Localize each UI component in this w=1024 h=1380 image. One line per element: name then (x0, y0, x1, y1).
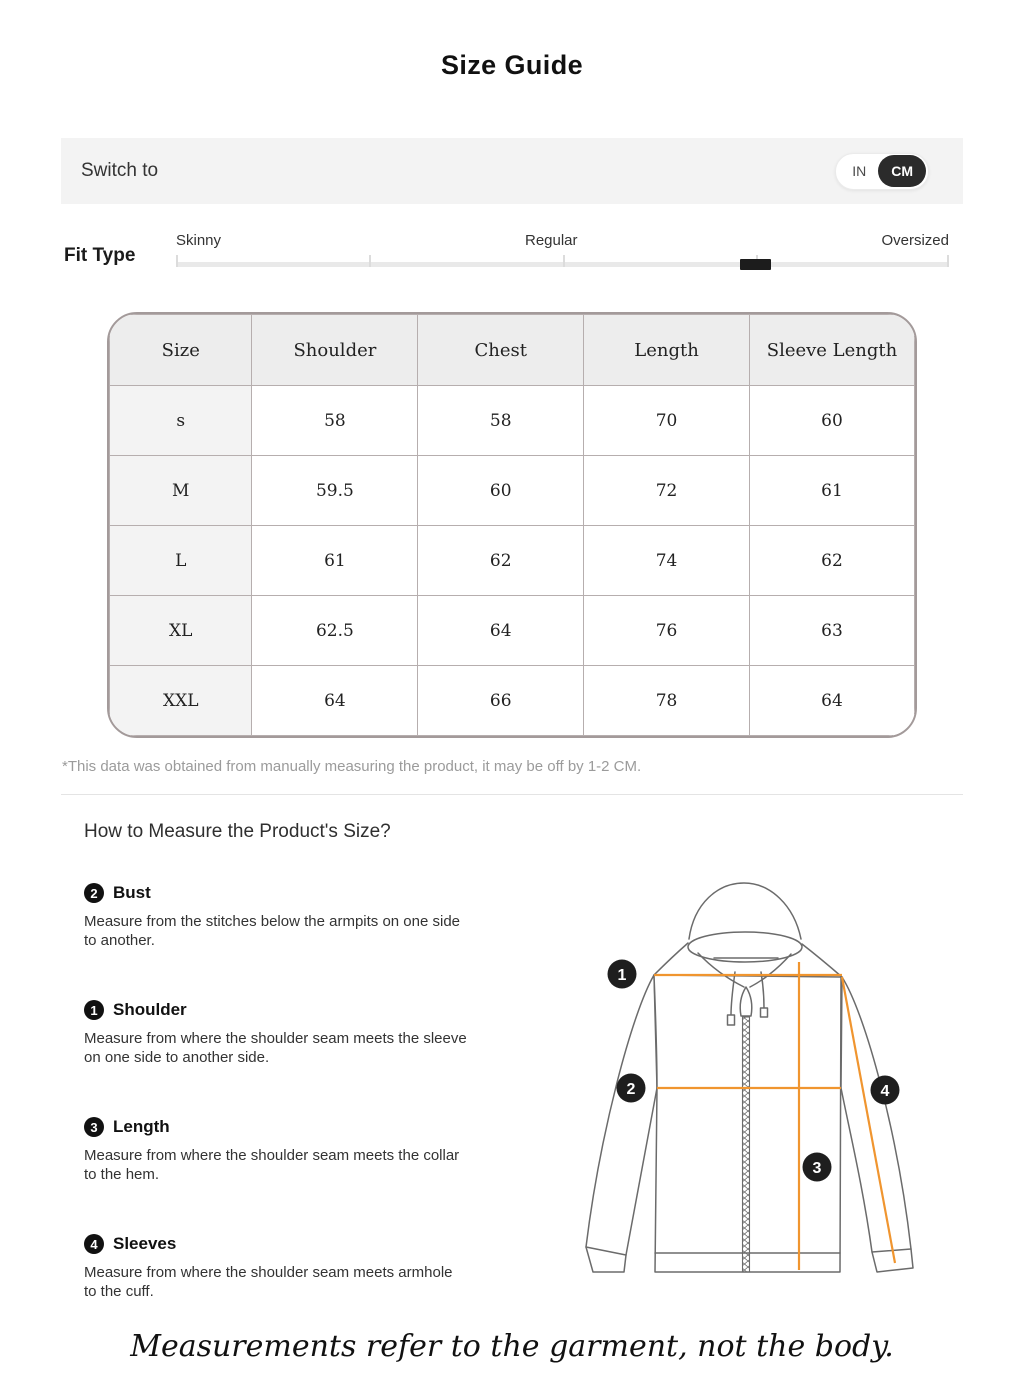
size-table-header-row (110, 315, 915, 386)
unit-switch-bar (61, 138, 963, 204)
measure-item-bust (84, 883, 484, 950)
measure-item-sleeves (84, 1234, 484, 1301)
badge-4: 4 (880, 1083, 890, 1100)
fit-type-slider (176, 232, 949, 268)
measure-item-shoulder (84, 1000, 484, 1067)
size-table (109, 314, 915, 736)
measure-item-description: Measure from where the shoulder seam meets armhole to the cuff. (84, 1264, 453, 1300)
value-cell: 64 (418, 596, 584, 666)
value-cell: 60 (749, 386, 914, 456)
number-badge: 2 (84, 883, 104, 903)
hood-dome (689, 883, 801, 939)
fit-type-row (64, 232, 949, 268)
fit-tick (176, 255, 178, 267)
fit-option-oversized: Oversized (881, 232, 949, 249)
measure-item-description: Measure from the stitches below the armpits on one side to another. (84, 913, 461, 949)
unit-option-in[interactable]: IN (852, 163, 867, 179)
value-cell: 72 (584, 456, 750, 526)
value-cell: 76 (584, 596, 750, 666)
measure-item-title: Sleeves (113, 1234, 177, 1253)
table-row (110, 526, 915, 596)
aglet-left (728, 1015, 735, 1025)
fit-type-track[interactable] (176, 256, 949, 268)
column-header: Length (584, 315, 750, 386)
table-row (110, 456, 915, 526)
fit-type-handle[interactable] (740, 259, 771, 270)
size-cell: s (110, 386, 252, 456)
value-cell: 62 (749, 526, 914, 596)
column-header: Chest (418, 315, 584, 386)
value-cell: 61 (749, 456, 914, 526)
value-cell: 78 (584, 666, 750, 736)
value-cell: 66 (418, 666, 584, 736)
column-header: Size (110, 315, 252, 386)
measure-item-title: Shoulder (113, 1000, 187, 1019)
right-shoulder-seam (802, 944, 842, 977)
value-cell: 64 (749, 666, 914, 736)
value-cell: 64 (252, 666, 418, 736)
garment-note: Measurements refer to the garment, not the body. (130, 1329, 894, 1364)
badge-2: 2 (626, 1081, 636, 1098)
left-shoulder-seam (654, 943, 688, 975)
measurement-disclaimer: *This data was obtained from manually measuring the product, it may be off by 1-2 CM. (62, 758, 642, 775)
fit-option-regular: Regular (524, 232, 578, 249)
right-sleeve (841, 977, 913, 1272)
value-cell: 59.5 (252, 456, 418, 526)
value-cell: 70 (584, 386, 750, 456)
value-cell: 62.5 (252, 596, 418, 666)
page-title: Size Guide (440, 50, 584, 80)
garment-diagram (580, 865, 980, 1295)
number-badge: 4 (84, 1234, 104, 1254)
how-to-measure-heading: How to Measure the Product's Size? (84, 821, 391, 842)
fit-tick (369, 255, 371, 267)
measure-item-description: Measure from where the shoulder seam meets the sleeve on one side to another side. (84, 1030, 467, 1066)
column-header: Shoulder (252, 315, 418, 386)
zipper (743, 1017, 750, 1272)
left-sleeve (586, 975, 657, 1272)
table-row (110, 596, 915, 666)
badge-3: 3 (812, 1160, 822, 1177)
badge-1: 1 (617, 967, 627, 984)
fit-type-label: Fit Type (64, 245, 136, 266)
fit-tick (947, 255, 949, 267)
value-cell: 63 (749, 596, 914, 666)
size-table-wrapper (107, 312, 917, 738)
measure-item-length (84, 1117, 484, 1184)
unit-option-cm[interactable]: CM (878, 155, 926, 187)
measure-item-title: Bust (113, 883, 151, 902)
size-cell: XXL (110, 666, 252, 736)
measure-item-description: Measure from where the shoulder seam meets the collar to the hem. (84, 1147, 460, 1183)
size-cell: M (110, 456, 252, 526)
fit-tick (563, 255, 565, 267)
size-cell: L (110, 526, 252, 596)
column-header: Sleeve Length (749, 315, 914, 386)
number-badge: 3 (84, 1117, 104, 1137)
value-cell: 58 (252, 386, 418, 456)
value-cell: 60 (418, 456, 584, 526)
measure-item-title: Length (113, 1117, 170, 1136)
how-to-measure-section (0, 795, 1024, 1327)
unit-toggle[interactable] (835, 153, 929, 190)
size-cell: XL (110, 596, 252, 666)
table-row (110, 666, 915, 736)
value-cell: 62 (418, 526, 584, 596)
fit-option-skinny: Skinny (176, 232, 222, 249)
value-cell: 74 (584, 526, 750, 596)
value-cell: 61 (252, 526, 418, 596)
switch-to-label: Switch to (81, 160, 159, 181)
table-row (110, 386, 915, 456)
value-cell: 58 (418, 386, 584, 456)
aglet-right (761, 1008, 768, 1017)
number-badge: 1 (84, 1000, 104, 1020)
